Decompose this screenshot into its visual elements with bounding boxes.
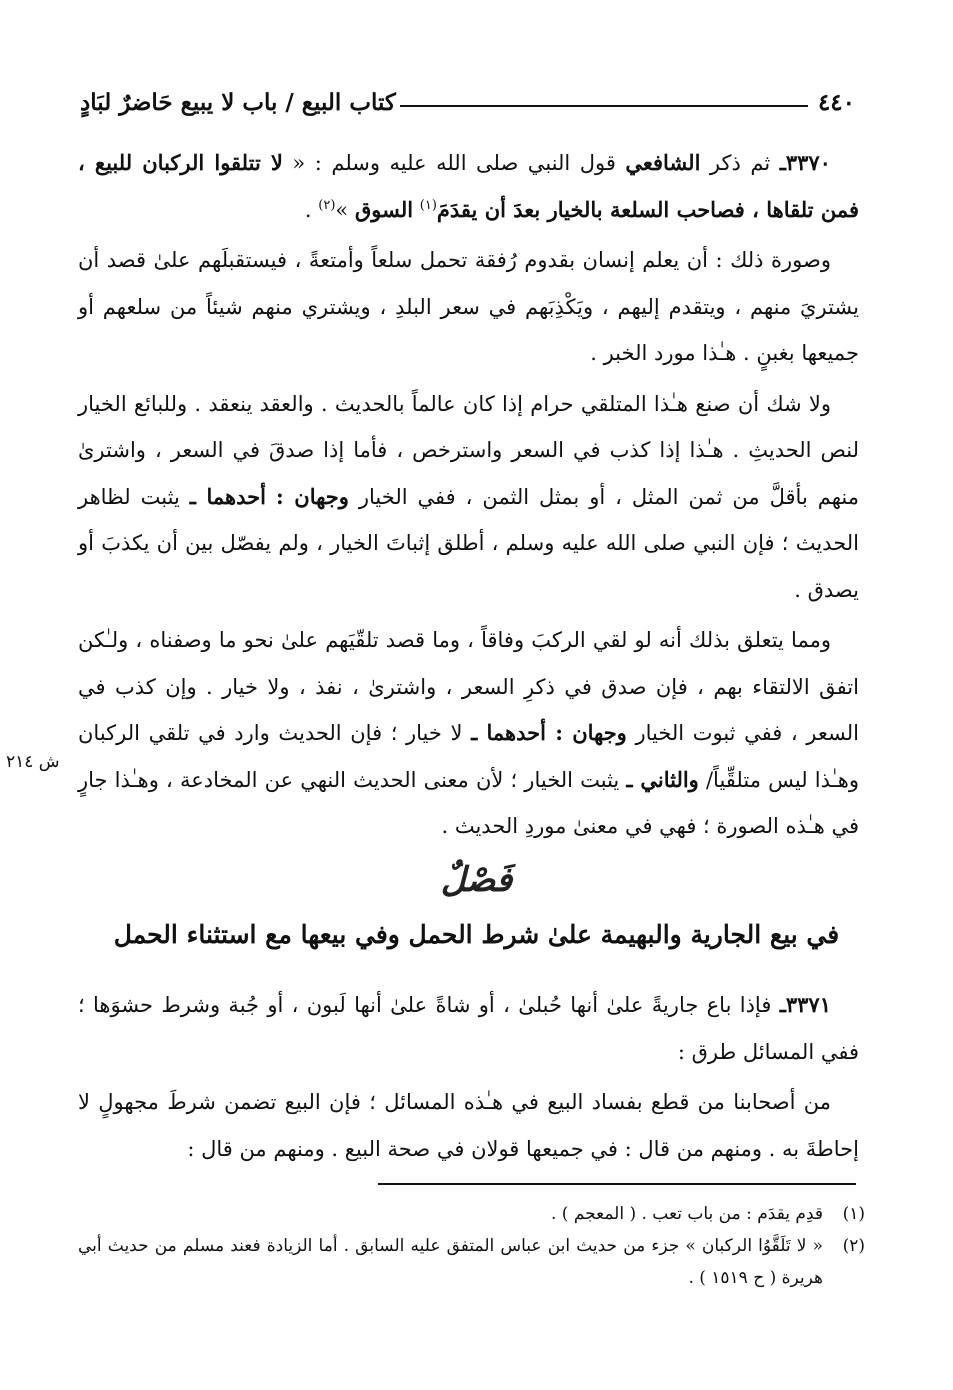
- page-number: ٤٤٠: [817, 89, 855, 116]
- section-heading: في بيع الجارية والبهيمة علىٰ شرط الحمل وفي بيعها مع استثناء الحمل: [113, 920, 840, 949]
- footnote-2: (٢) « لا تَلَقَّوُا الركبان » جزء من حديث ابن عباس المتفق عليه السابق . أما الزيادة فعند مسلم من حديث أبي هريرة ( ح ١٥١٩ ) .: [78, 1236, 865, 1288]
- issue-number: ٣٣٧٠ـ: [779, 150, 831, 175]
- footnote-ref-1[interactable]: (١): [419, 197, 437, 213]
- paragraph-explanation: وصورة ذلك : أن يعلم إنسان بقدوم رُفقة تحمل سلعاً وأمتعةً ، فيستقبلَهم علىٰ قصد أن يشتريَ منهم ، ويتقدم إليهم ، ويَكْذِبَهم في سعر البلدِ ، ويشتري منهم شيئاً من سلعهم أو جميعها بغبنٍ . هـٰذا مورد الخبر .: [78, 248, 859, 365]
- paragraph-3370: ٣٣٧٠ـ ثم ذكر الشافعي قول النبي صلى الله عليه وسلم : « لا تتلقوا الركبان للبيع ، فمن تلقاها ، فصاحب السلعة بالخيار بعدَ أن يقدَمَ$^{(١)}$ السوق »$^{(٢)}$ .: [78, 150, 859, 222]
- footnote-ref-2[interactable]: (٢): [318, 197, 336, 213]
- paragraph-3371: ٣٣٧١ـ فإذا باع جاريةً علىٰ أنها حُبلىٰ ، أو شاةً علىٰ أنها لَبون ، أو جُبة وشرط حشوَها ؛ ففي المسائل طرق :: [78, 992, 859, 1064]
- paragraph-ruling: ولا شك أن صنع هـٰذا المتلقي حرام إذا كان عالماً بالحديث . والعقد ينعقد . وللبائع الخيار لنص الحديثِ . هـٰذا إذا كذب في السعر واسترخص ، فأما إذا صدقَ في السعر ، واشترىٰ منهم بأقلَّ من ثمن المثل ، أو بمثل الثمن ، ففي الخيار وجهان : أحدهما ـ يثبت لظاهر الحديث ؛ فإن النبي صلى الله عليه وسلم ، أطلق إثباتَ الخيار ، ولم يفصّل بين أن يكذبَ أو يصدق .: [78, 391, 859, 602]
- header-rule: [400, 105, 808, 107]
- main-text-continued: [78, 982, 859, 1172]
- hadith-text: لا تتلقوا الركبان للبيع ، فمن تلقاها ، فصاحب السلعة بالخيار بعدَ أن يقدَمَ: [78, 150, 859, 222]
- footnote-1: (١) قدِم يقدَم : من باب تعب . ( المعجم ) .: [551, 1204, 865, 1224]
- paragraph-methods: من أصحابنا من قطع بفساد البيع في هـٰذه المسائل ؛ فإن البيع تضمن شرطَ مجهولٍ لا إحاطةَ به . ومنهم من قال : في جميعها قولان في صحة البيع . ومنهم من قال :: [78, 1090, 859, 1161]
- running-head: [80, 76, 855, 116]
- main-text: [78, 140, 859, 850]
- footnotes: [78, 1198, 865, 1294]
- shafii-name: الشافعي: [625, 150, 701, 175]
- issue-number: ٣٣٧١ـ: [779, 992, 831, 1017]
- chapter-title: كتاب البيع / باب لا يبيع حَاضرٌ لبَادٍ: [80, 89, 396, 116]
- fasl-ornament: فَصْلٌ: [440, 860, 513, 900]
- manuscript-margin-note: ش ٢١٤: [6, 752, 60, 772]
- hadith-text-end: السوق: [354, 196, 414, 222]
- paragraph-incidental: ومما يتعلق بذلك أنه لو لقي الركبَ وفاقاً ، وما قصد تلقّيَهم علىٰ نحو ما وصفناه ، ولـٰكن اتفق الالتقاء بهم ، فإن صدق في ذكرِ السعر ، واشترىٰ ، نفذ ، ولا خيار . وإن كذب في السعر ، ففي ثبوت الخيار وجهان : أحدهما ـ لا خيار ؛ فإن الحديث وارد في تلقي الركبان وهـٰذا ليس متلقِّياً/ والثاني ـ يثبت الخيار ؛ لأن معنى الحديث النهي عن المخادعة ، وهـٰذا جارٍ في هـٰذه الصورة ؛ فهي في معنىٰ موردِ الحديث .: [78, 628, 859, 838]
- footnote-separator: [378, 1183, 856, 1185]
